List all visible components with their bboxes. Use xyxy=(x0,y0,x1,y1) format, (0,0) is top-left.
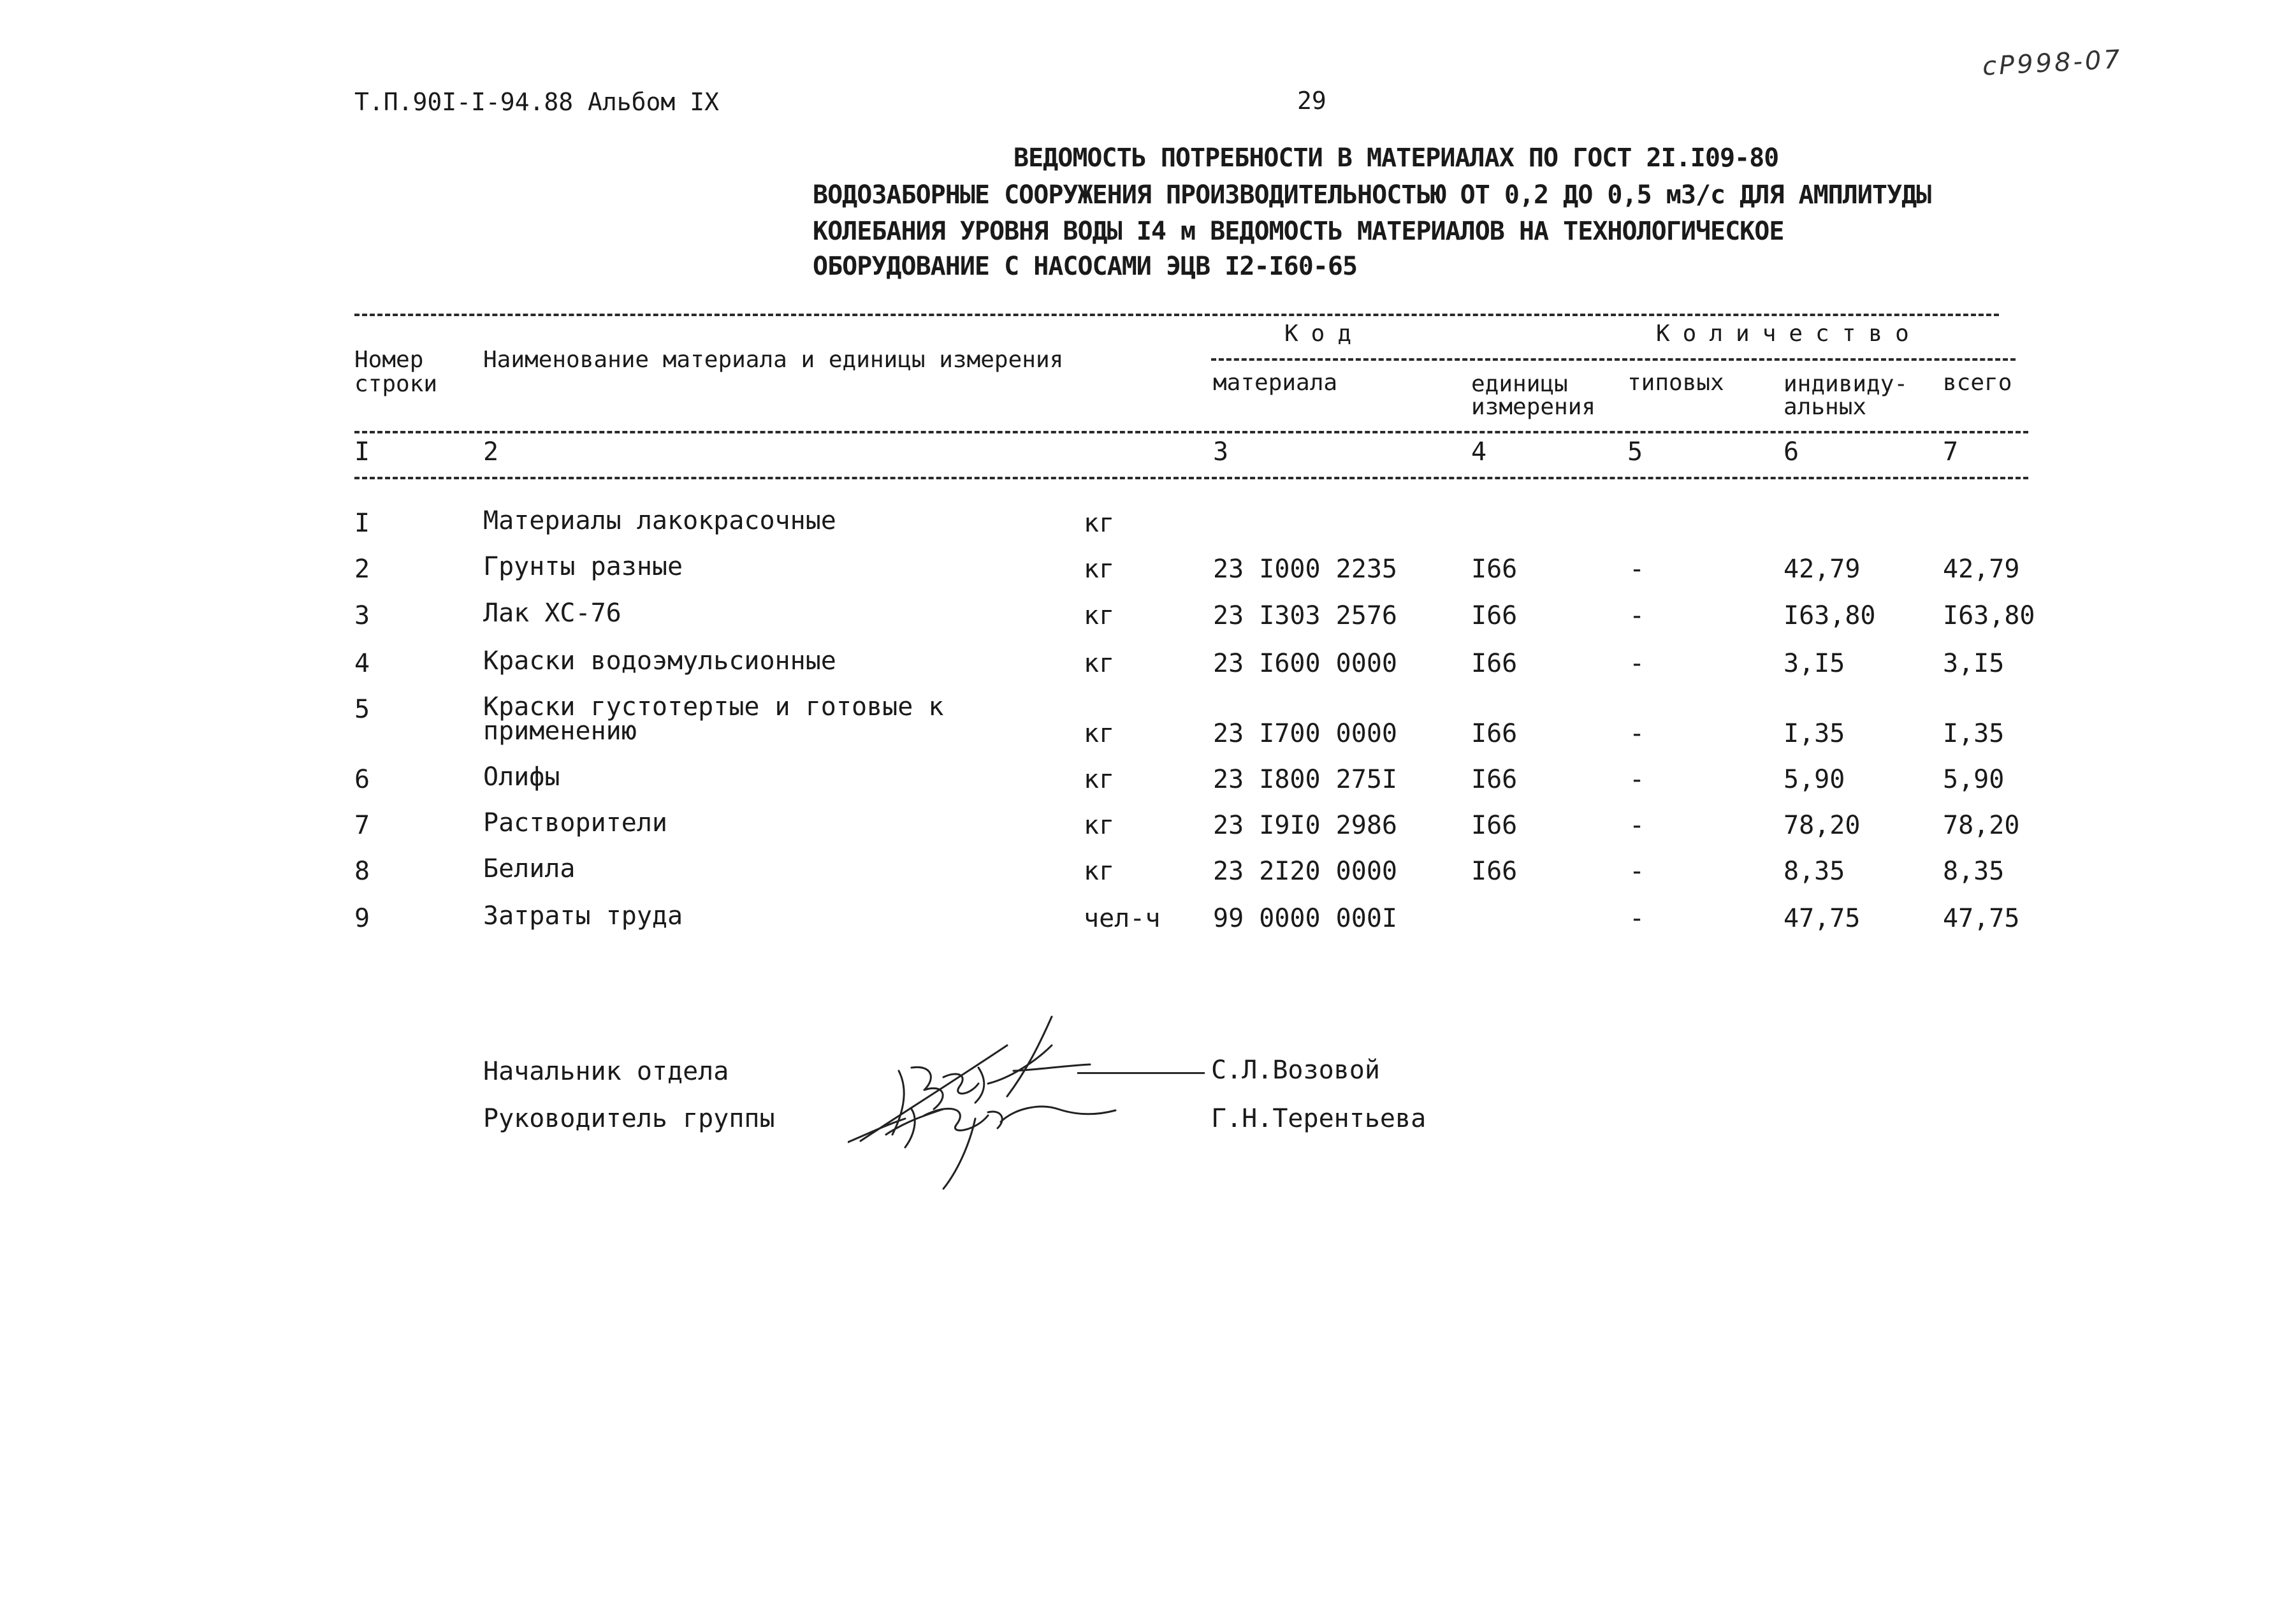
title-line-2: ВОДОЗАБОРНЫЕ СООРУЖЕНИЯ ПРОИЗВОДИТЕЛЬНОСТЬЮ ОТ 0,2 ДО 0,5 м3/с ДЛЯ АМПЛИТУДЫ xyxy=(813,180,1931,210)
column-number-2: 2 xyxy=(483,437,499,467)
typical-qty: - xyxy=(1629,555,1645,584)
typical-header: типовых xyxy=(1627,370,1724,396)
row-number: 3 xyxy=(354,601,370,630)
row-number-header-2: строки xyxy=(354,371,438,397)
individual-qty: 42,79 xyxy=(1784,555,1861,584)
individual-qty: I,35 xyxy=(1784,719,1845,748)
unit-code: I66 xyxy=(1471,555,1518,584)
individual-qty: I63,80 xyxy=(1784,601,1876,630)
unit-code: I66 xyxy=(1471,649,1518,678)
quantity-group-header: Количество xyxy=(1656,321,1922,347)
name-header: Наименование материала и единицы измерения xyxy=(483,347,1064,373)
material-name-continued: применению xyxy=(483,716,637,746)
column-number-3: 3 xyxy=(1213,437,1229,467)
title-line-4: ОБОРУДОВАНИЕ С НАСОСАМИ ЭЦВ I2-I60-65 xyxy=(813,252,1358,281)
material-name: Материалы лакокрасочные xyxy=(483,506,836,535)
page-number: 29 xyxy=(1297,87,1326,115)
material-code: 23 I700 0000 xyxy=(1213,719,1397,748)
individual-qty: 78,20 xyxy=(1784,811,1861,840)
material-code: 23 I000 2235 xyxy=(1213,555,1397,584)
material-name: Лак ХС-76 xyxy=(483,599,621,628)
column-number-4: 4 xyxy=(1471,437,1487,467)
individual-qty: 3,I5 xyxy=(1784,649,1845,678)
unit-code: I66 xyxy=(1471,601,1518,630)
archive-stamp: сР998-07 xyxy=(1981,45,2123,82)
column-number-1: I xyxy=(354,437,370,467)
unit: кг xyxy=(1084,857,1115,886)
unit-code: I66 xyxy=(1471,719,1518,748)
unit-code: I66 xyxy=(1471,765,1518,794)
individual-qty: 5,90 xyxy=(1784,765,1845,794)
material-code: 23 2I20 0000 xyxy=(1213,857,1397,886)
title-line-3: КОЛЕБАНИЯ УРОВНЯ ВОДЫ I4 м ВЕДОМОСТЬ МАТЕРИАЛОВ НА ТЕХНОЛОГИЧЕСКОЕ xyxy=(813,217,1784,246)
material-name: Белила xyxy=(483,854,576,883)
typical-qty: - xyxy=(1629,857,1645,886)
row-number: 4 xyxy=(354,649,370,678)
doc-reference: Т.П.90I-I-94.88 Альбом IX xyxy=(354,88,719,116)
total-header: всего xyxy=(1943,370,2012,396)
material-code-header: материала xyxy=(1213,370,1338,396)
material-name: Олифы xyxy=(483,762,560,792)
unit-code: I66 xyxy=(1471,857,1518,886)
typical-qty: - xyxy=(1629,649,1645,678)
table-top-rule xyxy=(354,314,1999,316)
total-qty: 8,35 xyxy=(1943,857,2005,886)
unit-code-header-2: измерения xyxy=(1471,394,1596,420)
total-qty: 47,75 xyxy=(1943,904,2020,933)
row-number-header-1: Номер xyxy=(354,347,424,373)
material-code: 23 I800 275I xyxy=(1213,765,1397,794)
material-name: Грунты разные xyxy=(483,552,683,581)
header-group-rule xyxy=(1211,358,2016,361)
material-code: 23 I600 0000 xyxy=(1213,649,1397,678)
typical-qty: - xyxy=(1629,601,1645,630)
row-number: 5 xyxy=(354,695,370,724)
signature-name-department-head: С.Л.Возовой xyxy=(1211,1056,1380,1085)
unit: чел-ч xyxy=(1084,904,1161,933)
typical-qty: - xyxy=(1629,765,1645,794)
material-name: Краски водоэмульсионные xyxy=(483,646,836,676)
material-name: Затраты труда xyxy=(483,901,683,931)
material-code: 23 I9I0 2986 xyxy=(1213,811,1397,840)
column-numbers-rule xyxy=(354,477,2028,479)
row-number: I xyxy=(354,509,370,538)
individual-qty: 8,35 xyxy=(1784,857,1845,886)
material-name: Краски густотертые и готовые к xyxy=(483,692,944,722)
total-qty: 78,20 xyxy=(1943,811,2020,840)
total-qty: I63,80 xyxy=(1943,601,2035,630)
unit: кг xyxy=(1084,509,1115,538)
column-number-5: 5 xyxy=(1627,437,1643,467)
typical-qty: - xyxy=(1629,719,1645,748)
row-number: 7 xyxy=(354,811,370,840)
unit-code-header-1: единицы xyxy=(1471,371,1568,397)
code-group-header: Код xyxy=(1284,321,1365,347)
unit-code: I66 xyxy=(1471,811,1518,840)
signature-name-group-lead: Г.Н.Терентьева xyxy=(1211,1104,1427,1133)
row-number: 2 xyxy=(354,555,370,584)
row-number: 8 xyxy=(354,857,370,886)
typical-qty: - xyxy=(1629,811,1645,840)
unit: кг xyxy=(1084,555,1115,584)
column-number-6: 6 xyxy=(1784,437,1799,467)
total-qty: 42,79 xyxy=(1943,555,2020,584)
material-code: 23 I303 2576 xyxy=(1213,601,1397,630)
header-bottom-rule xyxy=(354,431,2028,433)
unit: кг xyxy=(1084,719,1115,748)
unit: кг xyxy=(1084,601,1115,630)
individual-qty: 47,75 xyxy=(1784,904,1861,933)
signature-line xyxy=(1077,1072,1205,1074)
material-name: Растворители xyxy=(483,808,667,838)
material-code: 99 0000 000I xyxy=(1213,904,1397,933)
total-qty: I,35 xyxy=(1943,719,2005,748)
typical-qty: - xyxy=(1629,904,1645,933)
unit: кг xyxy=(1084,765,1115,794)
column-number-7: 7 xyxy=(1943,437,1959,467)
unit: кг xyxy=(1084,649,1115,678)
individual-header-1: индивиду- xyxy=(1784,371,1908,397)
title-line-1: ВЕДОМОСТЬ ПОТРЕБНОСТИ В МАТЕРИАЛАХ ПО ГОСТ 2I.I09-80 xyxy=(1014,143,1779,173)
signature-role-department-head: Начальник отдела xyxy=(483,1057,729,1086)
row-number: 9 xyxy=(354,904,370,933)
individual-header-2: альных xyxy=(1784,394,1867,420)
row-number: 6 xyxy=(354,765,370,794)
total-qty: 3,I5 xyxy=(1943,649,2005,678)
signature-role-group-lead: Руководитель группы xyxy=(483,1104,775,1133)
handwritten-signature-icon xyxy=(848,1007,1205,1192)
unit: кг xyxy=(1084,811,1115,840)
total-qty: 5,90 xyxy=(1943,765,2005,794)
